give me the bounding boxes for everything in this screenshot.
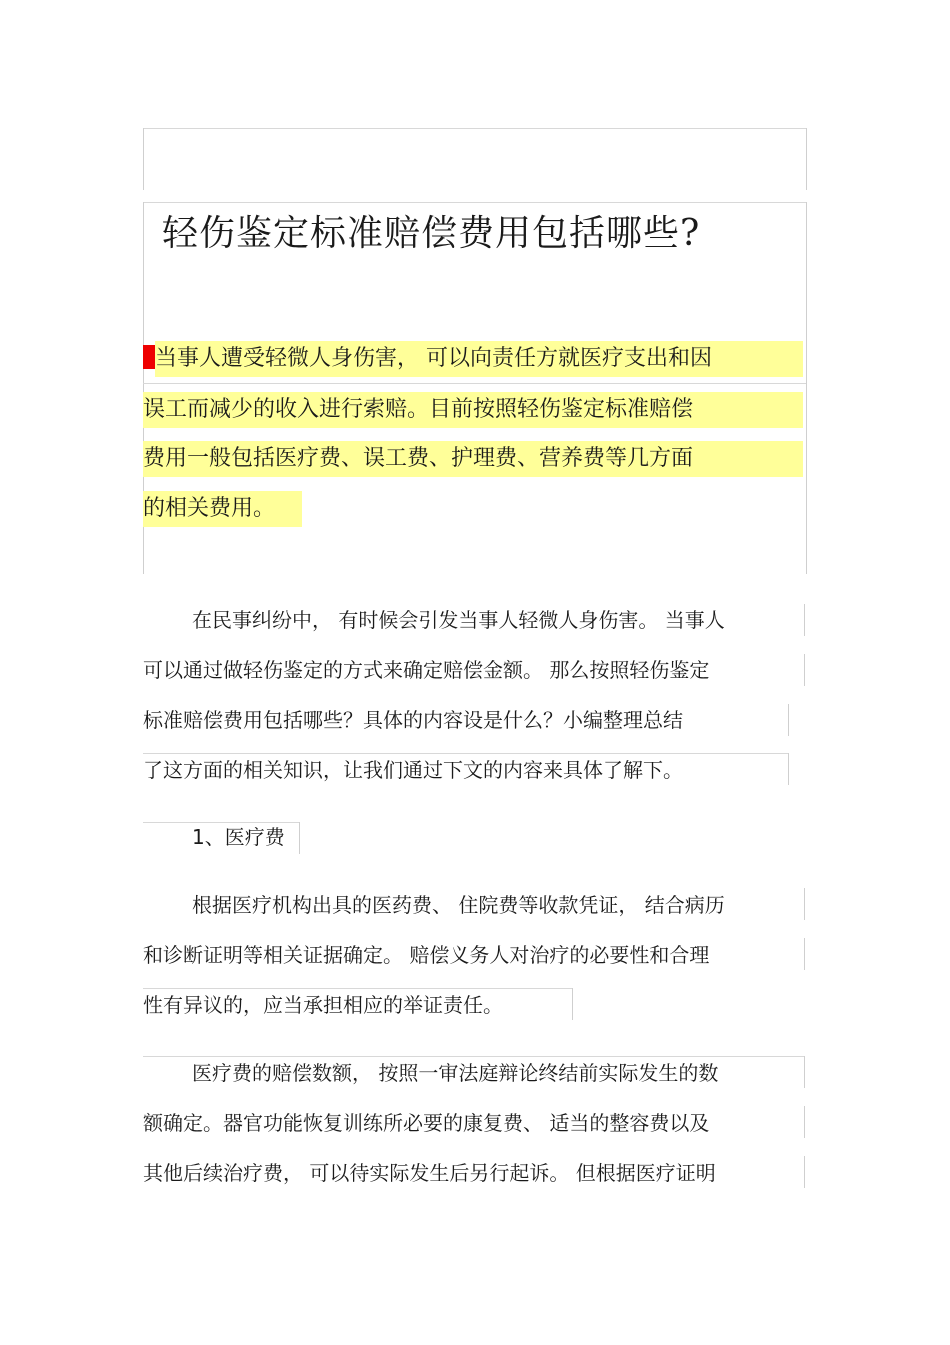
title-box-top-rule [143, 202, 806, 203]
para2-rule [804, 1156, 805, 1188]
intro-rule [143, 753, 788, 754]
para2-rule [804, 1106, 805, 1138]
para1-line: 根据医疗机构出具的医药费、 住院费等收款凭证， 结合病历 [192, 893, 725, 917]
intro-rule [788, 704, 789, 736]
summary-line: 的相关费用。 [143, 491, 302, 527]
top-box-top-rule [143, 128, 806, 129]
para2-line: 额确定。器官功能恢复训练所必要的康复费、 适当的整容费以及 [143, 1111, 710, 1135]
intro-rule [788, 753, 789, 785]
para1-rule [804, 938, 805, 970]
summary-rule [143, 383, 806, 384]
para1-rule [804, 888, 805, 920]
para2-line: 医疗费的赔偿数额， 按照一审法庭辩论终结前实际发生的数 [192, 1061, 719, 1085]
section-rule [299, 822, 300, 854]
summary-line: 费用一般包括医疗费、误工费、护理费、营养费等几方面 [143, 441, 803, 477]
para1-line: 和诊断证明等相关证据确定。 赔偿义务人对治疗的必要性和合理 [143, 943, 710, 967]
intro-line: 可以通过做轻伤鉴定的方式来确定赔偿金额。 那么按照轻伤鉴定 [143, 658, 710, 682]
title-box-right-rule [806, 202, 807, 574]
para1-line: 性有异议的，应当承担相应的举证责任。 [143, 993, 503, 1017]
intro-line: 在民事纠纷中， 有时候会引发当事人轻微人身伤害。 当事人 [192, 608, 725, 632]
summary-line: 误工而减少的收入进行索赔。目前按照轻伤鉴定标准赔偿 [143, 392, 803, 428]
para2-line: 其他后续治疗费， 可以待实际发生后另行起诉。 但根据医疗证明 [143, 1161, 716, 1185]
section-heading: 1、医疗费 [192, 825, 285, 849]
page-title: 轻伤鉴定标准赔偿费用包括哪些? [162, 213, 701, 254]
top-box-right-rule [806, 128, 807, 190]
top-box-left-rule [143, 128, 144, 190]
intro-rule [804, 604, 805, 636]
intro-rule [804, 654, 805, 686]
para1-rule [143, 988, 572, 989]
para2-rule [143, 1056, 804, 1057]
para2-rule [804, 1056, 805, 1088]
intro-line: 标准赔偿费用包括哪些？具体的内容设是什么？小编整理总结 [143, 708, 683, 732]
summary-line: 当事人遭受轻微人身伤害， 可以向责任方就医疗支出和因 [155, 341, 803, 377]
para1-rule [572, 988, 573, 1020]
intro-line: 了这方面的相关知识，让我们通过下文的内容来具体了解下。 [143, 758, 683, 782]
red-marker [143, 345, 155, 369]
